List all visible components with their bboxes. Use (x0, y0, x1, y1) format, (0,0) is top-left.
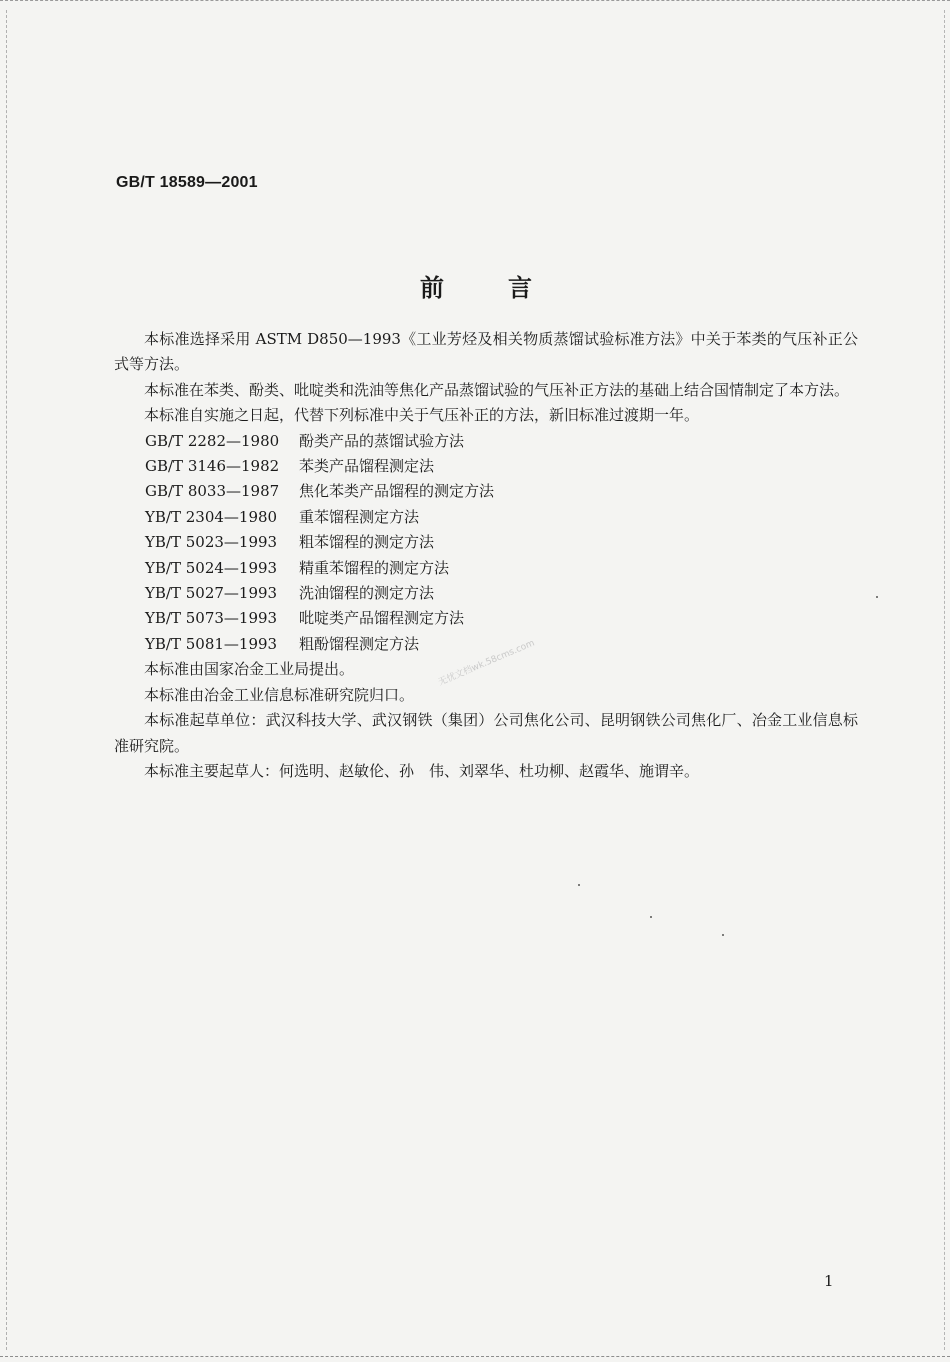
paragraph-adoption: 本标准选择采用 ASTM D850—1993《工业芳烃及相关物质蒸馏试验标准方法》中关于苯类的气压补正公式等方法。 (114, 330, 858, 374)
scan-speck (578, 884, 580, 886)
standard-title: 苯类产品馏程测定法 (299, 457, 435, 476)
standard-title: 吡啶类产品馏程测定方法 (299, 609, 465, 628)
list-item (114, 454, 858, 479)
list-item (114, 429, 858, 454)
list-item (114, 581, 858, 606)
paragraph-replacement: 本标准自实施之日起，代替下列标准中关于气压补正的方法，新旧标准过渡期一年。 (144, 406, 700, 425)
standard-title: 重苯馏程测定方法 (299, 507, 420, 526)
standard-number: YB/T 5073—1993 (145, 609, 278, 628)
list-item (114, 556, 858, 581)
paragraph-drafters: 本标准主要起草人：何选明、赵敏伦、孙 伟、刘翠华、杜功柳、赵霞华、施谓辛。 (144, 761, 700, 780)
standard-number: YB/T 5023—1993 (145, 533, 278, 552)
scan-edge-top (0, 0, 950, 4)
list-item (114, 505, 858, 530)
scan-edge-bottom (0, 1356, 950, 1360)
standard-title: 粗苯馏程的测定方法 (299, 533, 435, 552)
title-char-2: 言 (508, 274, 532, 302)
replaced-standards-list (114, 429, 858, 658)
standard-code: GB/T 18589—2001 (116, 174, 258, 191)
watermark: 无忧文档wk.58cms.com (437, 638, 537, 688)
page-title (420, 268, 532, 303)
scan-speck (876, 596, 878, 598)
standard-number: YB/T 5027—1993 (145, 584, 278, 603)
standard-number: GB/T 2282—1980 (145, 431, 280, 450)
list-item (114, 606, 858, 631)
scan-speck (722, 934, 724, 936)
standard-title: 洗油馏程的测定方法 (299, 584, 435, 603)
standard-number: YB/T 5024—1993 (145, 558, 278, 577)
paragraph-basis: 本标准在苯类、酚类、吡啶类和洗油等焦化产品蒸馏试验的气压补正方法的基础上结合国情制定了本方法。 (144, 380, 850, 399)
standard-number: GB/T 8033—1987 (145, 482, 280, 501)
standard-number: YB/T 2304—1980 (145, 507, 278, 526)
title-char-1: 前 (420, 274, 444, 302)
paragraph-administrator: 本标准由冶金工业信息标准研究院归口。 (144, 685, 415, 704)
standard-number: GB/T 3146—1982 (145, 457, 280, 476)
list-item (114, 530, 858, 555)
standard-title: 粗酚馏程测定方法 (299, 634, 420, 653)
paragraph-proposer: 本标准由国家冶金工业局提出。 (144, 660, 355, 679)
preface-body (114, 327, 858, 784)
list-item (114, 479, 858, 504)
standard-title: 酚类产品的蒸馏试验方法 (299, 431, 465, 450)
paragraph-drafting-units: 本标准起草单位：武汉科技大学、武汉钢铁（集团）公司焦化公司、昆明钢铁公司焦化厂、冶金工业信息标准研究院。 (114, 711, 858, 755)
standard-title: 精重苯馏程的测定方法 (299, 558, 450, 577)
scan-edge-left (6, 10, 8, 1350)
standard-number: YB/T 5081—1993 (145, 634, 278, 653)
page-number: 1 (824, 1272, 834, 1290)
scan-edge-right (944, 10, 946, 1350)
standard-title: 焦化苯类产品馏程的测定方法 (299, 482, 495, 501)
scan-speck (650, 916, 652, 918)
